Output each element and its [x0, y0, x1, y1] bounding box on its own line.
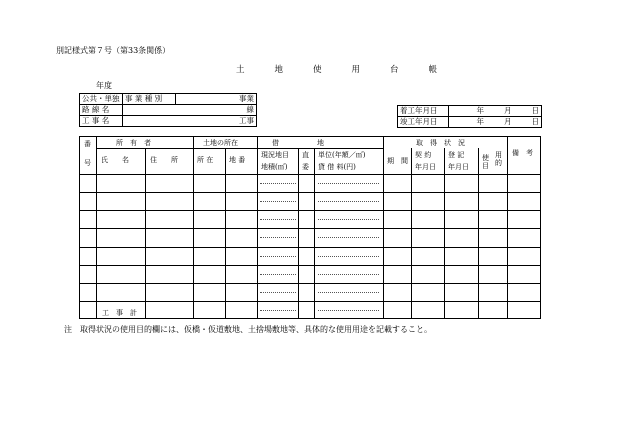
header-leased-land: 借 地 — [272, 139, 326, 147]
dotted-subline — [318, 237, 379, 238]
row-divider — [79, 301, 541, 302]
header-contract: 契 約 — [415, 151, 432, 159]
header-location: 土地の所在 — [203, 139, 238, 147]
header-area: 地積(㎡) — [261, 163, 288, 171]
dotted-subline — [318, 256, 379, 257]
header-use-2: 目 — [482, 162, 489, 170]
dates-table — [397, 105, 542, 128]
dotted-subline — [318, 274, 379, 275]
header-entrusted: 委 — [302, 163, 309, 171]
header-use-4: 的 — [495, 159, 502, 167]
dotted-subline — [260, 219, 296, 220]
dotted-subline — [318, 292, 379, 293]
header-number-bottom: 号 — [84, 159, 91, 167]
page-title: 土地使用台帳 — [236, 65, 468, 75]
dotted-subline — [318, 201, 379, 202]
row-divider — [79, 265, 541, 266]
row-divider — [79, 228, 541, 229]
business-type-label: 事 業 種 別 — [123, 94, 176, 105]
header-use-1: 使 — [482, 154, 489, 162]
header-registration: 登 記 — [448, 151, 465, 159]
route-name-label: 路 線 名 — [80, 105, 123, 116]
project-info-table — [79, 93, 257, 127]
dotted-subline — [260, 256, 296, 257]
row-divider — [79, 247, 541, 248]
dotted-subline — [260, 183, 296, 184]
header-lot-number: 地 番 — [229, 156, 246, 164]
form-reference: 別記様式第７号（第33条関係） — [56, 46, 171, 55]
header-period: 期 間 — [387, 157, 408, 165]
dotted-subline — [260, 201, 296, 202]
header-use-3: 用 — [495, 151, 502, 159]
header-remarks: 備 考 — [512, 149, 533, 157]
work-name-label: 工 事 名 — [80, 116, 123, 127]
start-date-label: 着工年月日 — [398, 106, 449, 117]
header-number-top: 番 — [84, 140, 91, 148]
header-unit-price: 単位(年額／㎡) — [318, 151, 366, 159]
row-divider — [79, 283, 541, 284]
header-registration-date: 年月日 — [448, 163, 469, 171]
header-contract-date: 年月日 — [415, 163, 436, 171]
header-location-place: 所 在 — [197, 156, 214, 164]
end-month: 月 — [504, 117, 512, 127]
header-owner-address: 住 所 — [150, 156, 178, 164]
header-owner-name: 氏 名 — [101, 156, 129, 164]
start-year: 年 — [476, 106, 484, 116]
row-divider — [79, 192, 541, 193]
end-date-label: 竣工年月日 — [398, 117, 449, 128]
dotted-subline — [260, 310, 296, 311]
header-owner: 所 有 者 — [116, 139, 151, 147]
dotted-subline — [260, 292, 296, 293]
end-year: 年 — [476, 117, 484, 127]
dotted-subline — [318, 310, 379, 311]
start-day: 日 — [531, 106, 539, 116]
start-month: 月 — [504, 106, 512, 116]
header-direct: 直 — [302, 151, 309, 159]
row-divider — [79, 210, 541, 211]
dotted-subline — [260, 237, 296, 238]
route-suffix: 線 — [123, 105, 257, 116]
dotted-subline — [318, 183, 379, 184]
dotted-subline — [260, 274, 296, 275]
public-single-label: 公共・単独 — [80, 94, 123, 105]
end-day: 日 — [531, 117, 539, 127]
header-lease-fee: 貸 借 料(円) — [318, 163, 356, 171]
dotted-subline — [318, 219, 379, 220]
header-status-category: 現況地目 — [261, 151, 289, 159]
construction-total-label: 工 事 計 — [102, 309, 137, 317]
header-acquisition-status: 取 得 状 況 — [416, 139, 465, 147]
footnote: 注 取得状況の使用目的欄には、仮橋・仮道敷地、土捨場敷地等、具体的な使用用途を記載すること。 — [64, 325, 432, 334]
year-label: 年度 — [96, 81, 112, 90]
business-suffix: 事業 — [176, 94, 257, 105]
work-suffix: 工事 — [123, 116, 257, 127]
